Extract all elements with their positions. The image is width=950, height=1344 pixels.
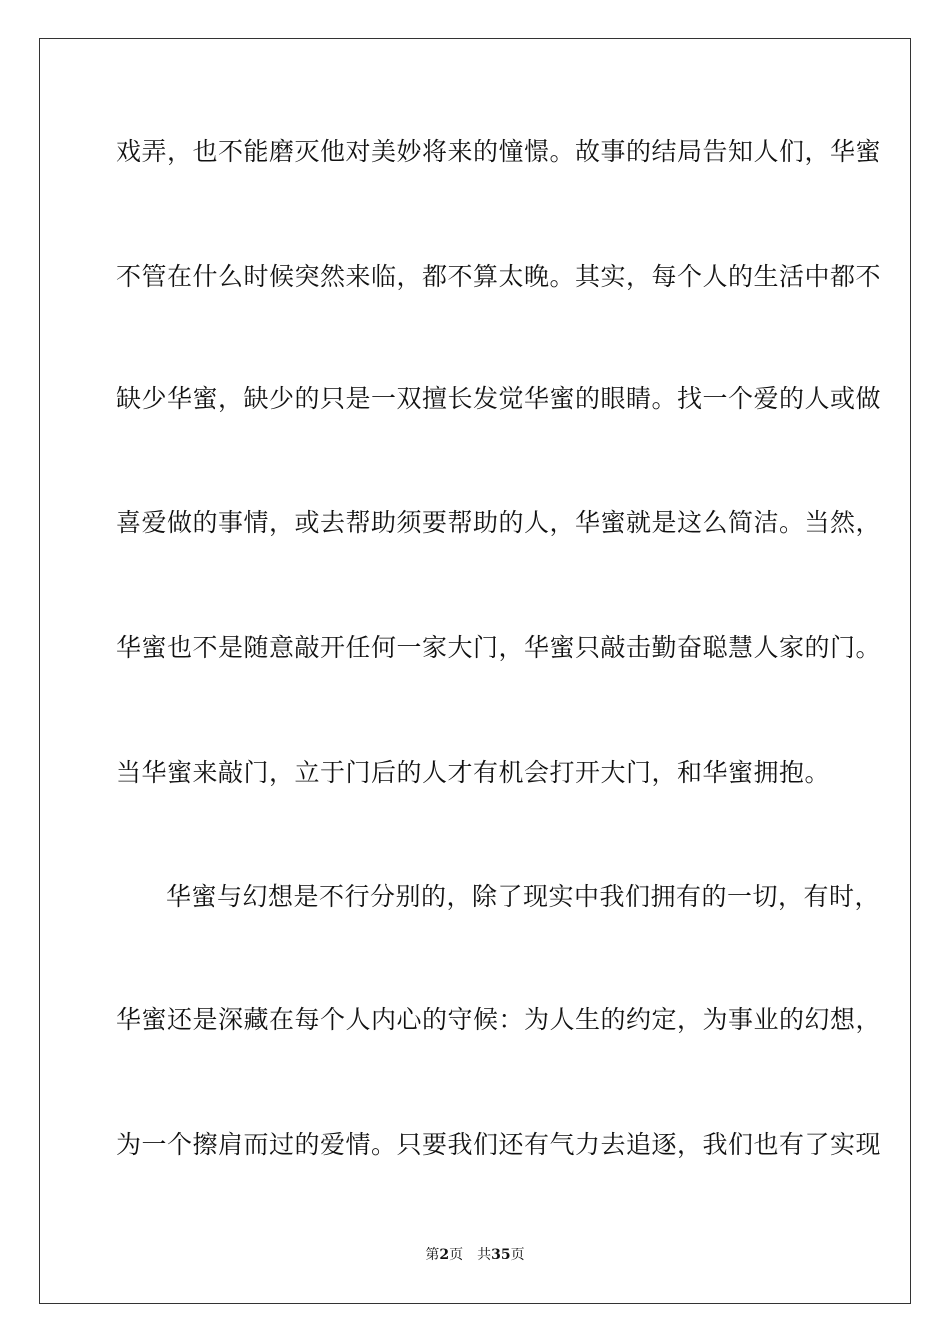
body-line-7: 华蜜与幻想是不行分别的，除了现实中我们拥有的一切，有时， (166, 882, 881, 911)
body-line-4: 喜爱做的事情，或去帮助须要帮助的人，华蜜就是这么简洁。当然， (116, 508, 882, 537)
page-label-suffix: 页 (449, 1247, 464, 1263)
page-label-prefix: 第 (425, 1247, 440, 1263)
page-number: 2 (439, 1247, 450, 1263)
body-line-1: 戏弄，也不能磨灭他对美妙将来的憧憬。故事的结局告知人们，华蜜 (116, 137, 882, 166)
body-line-9: 为一个擦肩而过的爱情。只要我们还有气力去追逐，我们也有了实现 (116, 1130, 882, 1159)
body-line-6: 当华蜜来敲门，立于门后的人才有机会打开大门，和华蜜拥抱。 (116, 758, 831, 787)
body-line-5: 华蜜也不是随意敲开任何一家大门，华蜜只敲击勤奋聪慧人家的门。 (116, 633, 882, 662)
total-label-prefix: 共 (477, 1247, 492, 1263)
body-line-3: 缺少华蜜，缺少的只是一双擅长发觉华蜜的眼睛。找一个爱的人或做 (116, 384, 882, 413)
total-pages: 35 (491, 1247, 511, 1263)
body-line-8: 华蜜还是深藏在每个人内心的守候：为人生的约定，为事业的幻想， (116, 1005, 882, 1034)
page-frame (39, 38, 911, 1304)
body-line-2: 不管在什么时候突然来临，都不算太晚。其实，每个人的生活中都不 (116, 262, 882, 291)
total-label-suffix: 页 (510, 1247, 525, 1263)
page-footer (0, 1245, 950, 1265)
